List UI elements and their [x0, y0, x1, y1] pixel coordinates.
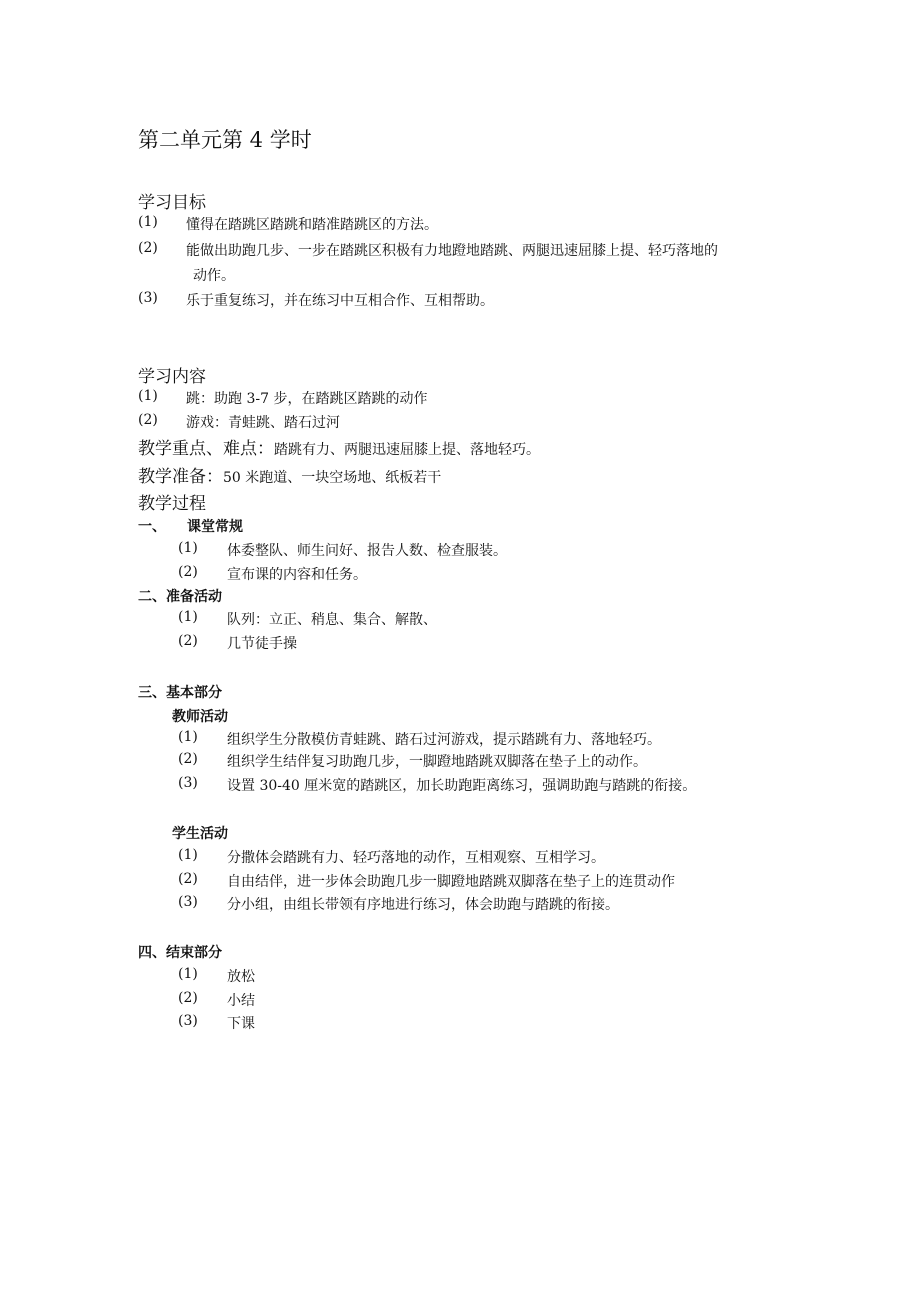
list-item: 设置 30-40 厘米宽的踏跳区，加长助跑距离练习，强调助跑与踏跳的衔接。: [227, 778, 697, 794]
preparation-line: [138, 462, 441, 487]
process-heading: 教学过程: [138, 494, 206, 514]
section4-title: 四、结束部分: [138, 945, 222, 961]
list-num: (1): [178, 609, 198, 625]
list-item: 队列：立正、稍息、集合、解散、: [227, 612, 437, 628]
list-num: (1): [178, 966, 198, 982]
list-item: 几节徒手操: [227, 636, 297, 652]
list-num: (2): [178, 990, 198, 1006]
list-num: (1): [178, 540, 198, 556]
list-item: 组织学生分散模仿青蛙跳、踏石过河游戏，提示踏跳有力、落地轻巧。: [227, 732, 661, 748]
list-num: (3): [178, 775, 198, 791]
objectives-heading: 学习目标: [138, 193, 206, 213]
objective-text: 懂得在踏跳区踏跳和踏准踏跳区的方法。: [186, 217, 438, 233]
content-text: 跳：助跑 3-7 步，在踏跳区踏跳的动作: [186, 391, 428, 407]
list-num: (3): [178, 1013, 198, 1029]
list-num: (2): [178, 751, 198, 767]
objective-text: 乐于重复练习，并在练习中互相合作、互相帮助。: [186, 293, 494, 309]
list-item: 下课: [227, 1016, 255, 1032]
section1-label: 一、: [138, 519, 166, 535]
list-num: (3): [178, 894, 198, 910]
list-item: 自由结伴，进一步体会助跑几步一脚蹬地踏跳双脚落在垫子上的连贯动作: [227, 874, 675, 890]
keypoints-label: 教学重点、难点：: [138, 439, 274, 459]
objective-num: (1): [138, 214, 158, 230]
list-num: (1): [178, 847, 198, 863]
list-num: (1): [178, 729, 198, 745]
list-item: 小结: [227, 993, 255, 1009]
section2-title: 二、准备活动: [138, 589, 222, 605]
list-item: 分小组，由组长带领有序地进行练习，体会助跑与踏跳的衔接。: [227, 897, 619, 913]
list-item: 放松: [227, 969, 255, 985]
content-num: (1): [138, 388, 158, 404]
content-num: (2): [138, 412, 158, 428]
section3-title: 三、基本部分: [138, 685, 222, 701]
objective-text-continued: 动作。: [193, 268, 235, 284]
student-activity-title: 学生活动: [172, 826, 228, 842]
teacher-activity-title: 教师活动: [172, 709, 228, 725]
objective-num: (3): [138, 290, 158, 306]
section1-title: 课堂常规: [187, 519, 243, 535]
list-num: (2): [178, 633, 198, 649]
page-title: 第二单元第 4 学时: [138, 128, 312, 152]
preparation-label: 教学准备：: [138, 467, 223, 487]
list-num: (2): [178, 871, 198, 887]
objective-text: 能做出助跑几步、一步在踏跳区积极有力地蹬地踏跳、两腿迅速屈膝上提、轻巧落地的: [186, 243, 718, 259]
objective-num: (2): [138, 240, 158, 256]
list-num: (2): [178, 564, 198, 580]
list-item: 组织学生结伴复习助跑几步，一脚蹬地踏跳双脚落在垫子上的动作。: [227, 754, 647, 770]
content-heading: 学习内容: [138, 367, 206, 387]
list-item: 体委整队、师生问好、报告人数、检查服装。: [227, 543, 507, 559]
keypoints-text: 踏跳有力、两腿迅速屈膝上提、落地轻巧。: [274, 442, 540, 458]
list-item: 宣布课的内容和任务。: [227, 567, 367, 583]
keypoints-line: [138, 434, 540, 459]
preparation-text: 50 米跑道、一块空场地、纸板若干: [223, 470, 442, 486]
list-item: 分撒体会踏跳有力、轻巧落地的动作，互相观察、互相学习。: [227, 850, 605, 866]
content-text: 游戏：青蛙跳、踏石过河: [186, 415, 340, 431]
